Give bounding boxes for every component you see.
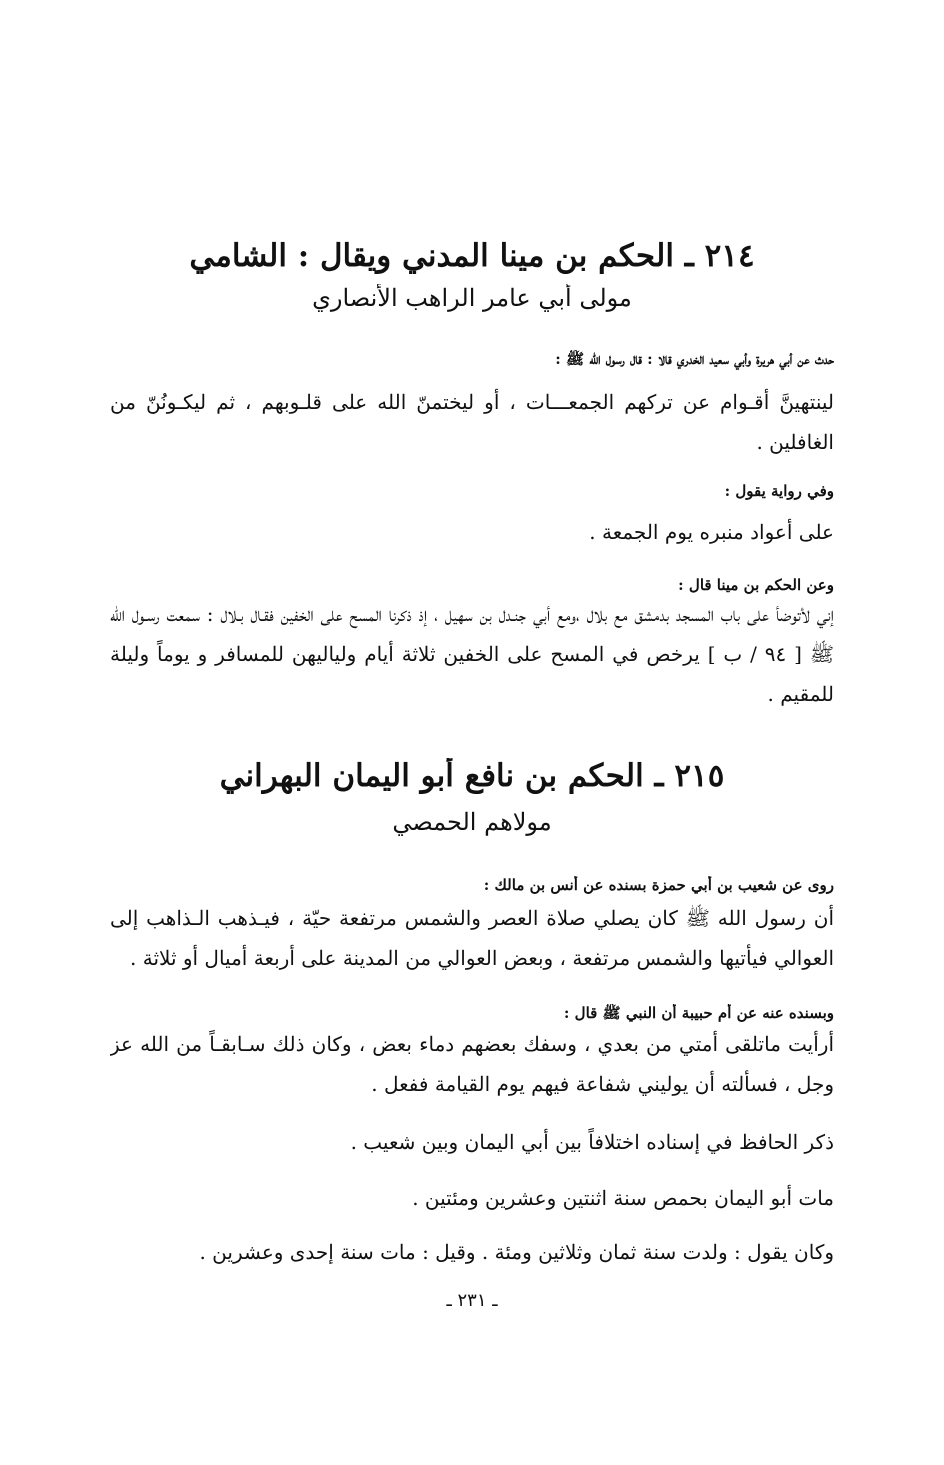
entry-214-text-2: على أعواد منبره يوم الجمعة .: [589, 520, 834, 544]
entry-215-isnad-1: روى عن شعيب بن أبي حمزة بسنده عن أنس بن مالك :: [483, 876, 834, 894]
entry-214-text-1: لينتهينَّ أقـوام عن تركهم الجمعـــات ، أو ليختمنّ الله على قلـوبهم ، ثم ليكـونُنّ من الغافلين .: [110, 390, 834, 454]
entry-214-isnad-2: وفي رواية يقول :: [724, 482, 834, 500]
entry-215-isnad-2: وبسنده عنه عن أم حبيبة أن النبي ﷺ قال :: [563, 1004, 834, 1022]
entry-214-isnad-1: حدث عن أبي هريرة وأبي سعيد الخدري قالا : قال رسول الله ﷺ :: [555, 350, 834, 368]
page-number: ـ ٢٣١ ـ: [446, 1290, 498, 1311]
entry-215-note-2: مات أبو اليمان بحمص سنة اثنتين وعشرين ومئتين .: [412, 1186, 834, 1210]
entry-215-text-2: أرأيت ماتلقى أمتي من بعدي ، وسفك بعضهم دماء بعض ، وكان ذلك سـابقـاً من الله عز وجل ، فسألته أن يوليني شفاعة فيهم يوم القيامة ففعل .: [110, 1032, 834, 1096]
entry-214-heading: ٢١٤ ـ الحكم بن مينا المدني ويقال : الشامي: [189, 238, 755, 274]
entry-215-text-1: أن رسول الله ﷺ كان يصلي صلاة العصر والشمس مرتفعة حيّة ، فيـذهب الـذاهب إلى العوالي فيأتيها والشمس مرتفعة ، وبعض العوالي من المدينة على أربعة أميال أو ثلاثة .: [110, 906, 834, 970]
entry-215-heading: ٢١٥ ـ الحكم بن نافع أبو اليمان البهراني: [219, 758, 725, 794]
entry-215-note-3: وكان يقول : ولدت سنة ثمان وثلاثين ومئة . وقيل : مات سنة إحدى وعشرين .: [199, 1240, 834, 1264]
entry-215-subheading: مولاهم الحمصي: [392, 808, 552, 836]
entry-215-note-1: ذكر الحافظ في إسناده اختلافاً بين أبي اليمان وبين شعيب .: [350, 1130, 834, 1154]
entry-214-text-3: إني لأتوضأ على باب المسجد بدمشق مع بلال ،ومع أبي جنـدل بن سهيل ، إذ ذكرنا المسح على الخفين فقـال بـلال : سمعت رسـول الله ﷺ [ ٩٤ / ب ] يرخص في المسح على الخفين ثلاثة أيام ولياليهن للمسافر و يوماً وليلة للمقيم .: [110, 602, 834, 706]
entry-214-subheading: مولى أبي عامر الراهب الأنصاري: [312, 284, 632, 312]
entry-214-isnad-3: وعن الحكم بن مينا قال :: [678, 576, 834, 594]
